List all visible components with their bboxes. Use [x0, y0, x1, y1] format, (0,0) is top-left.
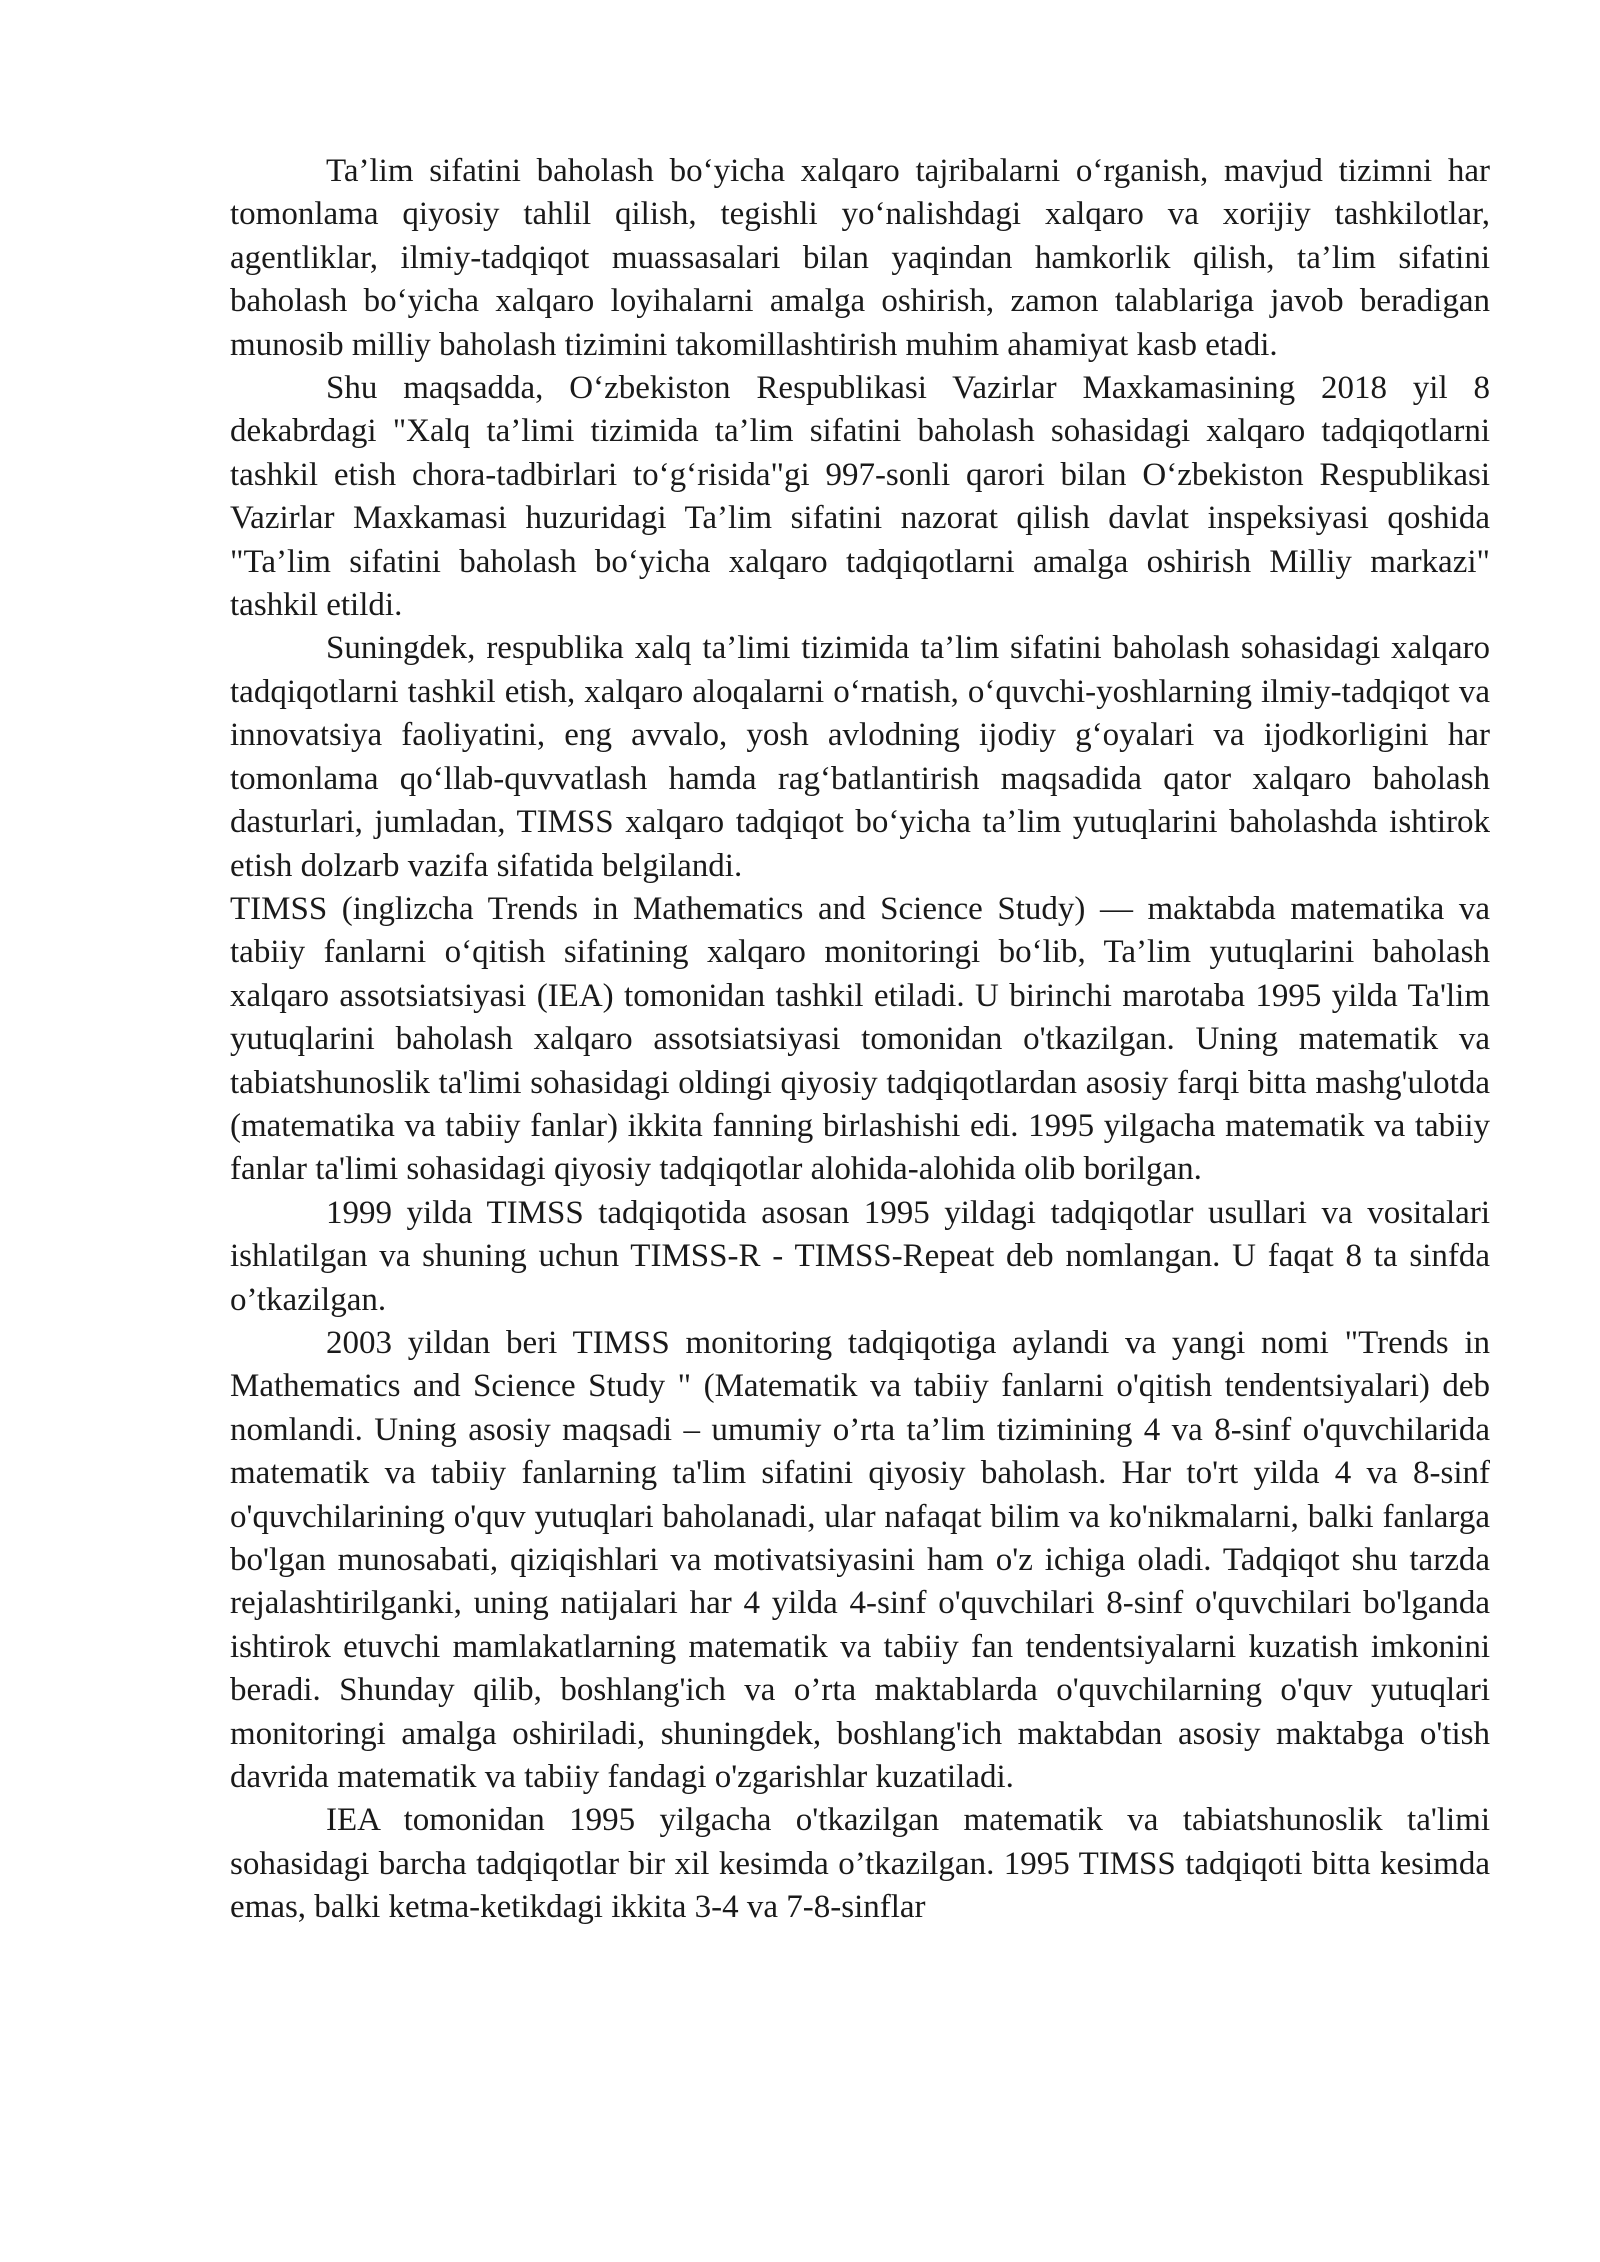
paragraph-iea-1995: IEA tomonidan 1995 yilgacha o'tkazilgan matematik va tabiatshunoslik ta'limi sohasidagi barcha tadqiqotlar bir xil kesimda o’tkazilgan. 1995 TIMSS tadqiqoti bitta kesimda emas, balki ketma-ketikdagi ikkita 3-4 va 7-8-sinflar: [230, 1802, 1490, 1926]
paragraph-decree: Shu maqsadda, O‘zbekiston Respublikasi Vazirlar Maxkamasining 2018 yil 8 dekabrdagi "Xalq ta’limi tizimida ta’lim sifatini baholash sohasidagi xalqaro tadqiqotlarni tashkil etish chora-tadbirlari to‘g‘risida"gi 997-sonli qarori bilan O‘zbekiston Respublikasi Vazirlar Maxkamasi huzuridagi Ta’lim sifatini nazorat qilish davlat inspeksiyasi qoshida "Ta’lim sifatini baholash bo‘yicha xalqaro tadqiqotlarni amalga oshirish Milliy markazi" tashkil etildi.: [230, 370, 1490, 624]
document-page: [230, 150, 1490, 1930]
paragraph-intro: Ta’lim sifatini baholash bo‘yicha xalqaro tajribalarni o‘rganish, mavjud tizimni har tomonlama qiyosiy tahlil qilish, tegishli yo‘nalishdagi xalqaro va xorijiy tashkilotlar, agentliklar, ilmiy-tadqiqot muassasalari bilan yaqindan hamkorlik qilish, ta’lim sifatini baholash bo‘yicha xalqaro loyihalarni amalga oshirish, zamon talablariga javob beradigan munosib milliy baholash tizimini takomillashtirish muhim ahamiyat kasb etadi.: [230, 153, 1490, 363]
paragraph-1999: 1999 yilda TIMSS tadqiqotida asosan 1995 yildagi tadqiqotlar usullari va vositalari ishlatilgan va shuning uchun TIMSS-R - TIMSS-Repeat deb nomlangan. U faqat 8 ta sinfda o’tkazilgan.: [230, 1194, 1490, 1318]
paragraph-timss-participation: Suningdek, respublika xalq ta’limi tizimida ta’lim sifatini baholash sohasidagi xalqaro tadqiqotlarni tashkil etish, xalqaro aloqalarni o‘rnatish, o‘quvchi-yoshlarning ilmiy-tadqiqot va innovatsiya faoliyatini, eng avvalo, yosh avlodning ijodiy g‘oyalari va ijodkorligini har tomonlama qo‘llab-quvvatlash hamda rag‘batlantirish maqsadida qator xalqaro baholash dasturlari, jumladan, TIMSS xalqaro tadqiqot bo‘yicha ta’lim yutuqlarini baholashda ishtirok etish dolzarb vazifa sifatida belgilandi.: [230, 630, 1490, 884]
paragraph-2003: 2003 yildan beri TIMSS monitoring tadqiqotiga aylandi va yangi nomi "Trends in Mathematics and Science Study " (Matematik va tabiiy fanlarni o'qitish tendentsiyalari) deb nomlandi. Uning asosiy maqsadi – umumiy o’rta ta’lim tizimining 4 va 8-sinf o'quvchilarida matematik va tabiiy fanlarning ta'lim sifatini qiyosiy baholash. Har to'rt yilda 4 va 8-sinf o'quvchilarining o'quv yutuqlari baholanadi, ular nafaqat bilim va ko'nikmalarni, balki fanlarga bo'lgan munosabati, qiziqishlari va motivatsiyasini ham o'z ichiga oladi. Tadqiqot shu tarzda rejalashtirilganki, uning natijalari har 4 yilda 4-sinf o'quvchilari 8-sinf o'quvchilari bo'lganda ishtirok etuvchi mamlakatlarning matematik va tabiiy fan tendentsiyalarni kuzatish imkonini beradi. Shunday qilib, boshlang'ich va o’rta maktablarda o'quvchilarning o'quv yutuqlari monitoringi amalga oshiriladi, shuningdek, boshlang'ich maktabdan asosiy maktabga o'tish davrida matematik va tabiiy fandagi o'zgarishlar kuzatiladi.: [230, 1324, 1490, 1796]
paragraph-timss-definition: TIMSS (inglizcha Trends in Mathematics and Science Study) — maktabda matematika va tabiiy fanlarni o‘qitish sifatining xalqaro monitoringi bo‘lib, Ta’lim yutuqlarini baholash xalqaro assotsiatsiyasi (IEA) tomonidan tashkil etiladi. U birinchi marotaba 1995 yilda Ta'lim yutuqlarini baholash xalqaro assotsiatsiyasi tomonidan o'tkazilgan. Uning matematik va tabiatshunoslik ta'limi sohasidagi oldingi qiyosiy tadqiqotlardan asosiy farqi bitta mashg'ulotda (matematika va tabiiy fanlar) ikkita fanning birlashishi edi. 1995 yilgacha matematik va tabiiy fanlar ta'limi sohasidagi qiyosiy tadqiqotlar alohida-alohida olib borilgan.: [230, 890, 1490, 1188]
